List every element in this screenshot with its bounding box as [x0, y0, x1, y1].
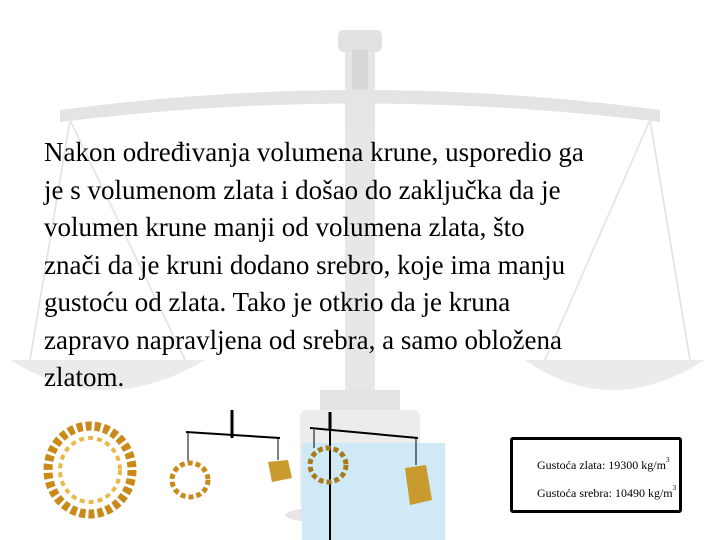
main-paragraph: [44, 134, 704, 397]
text-line: volumen krune manji od volumena zlata, što: [44, 212, 525, 242]
balance-diagram-1: [172, 410, 292, 497]
text-line: gustoću od zlata. Tako je otkrio da je kruna: [44, 287, 511, 317]
text-line: znači da je kruni dodano srebro, koje ima manju: [44, 249, 566, 280]
text-line: zapravo napravljena od srebra, a samo obložena: [44, 324, 563, 355]
text-line: Nakon određivanja volumena krune, usporedio ga: [44, 137, 584, 167]
laurel-wreath-icon: [48, 426, 132, 514]
silver-density: Gustoća srebra: 10490 $kg/m^3$: [537, 484, 677, 500]
balance-diagram-2: [302, 412, 445, 540]
density-info-box: [510, 437, 682, 513]
text-line: je s volumenom zlata i došao do zaključka da je: [44, 174, 561, 205]
text-line: zlatom.: [44, 362, 125, 392]
gold-density: Gustoća zlata: 19300 $kg/m^3$: [537, 456, 670, 472]
